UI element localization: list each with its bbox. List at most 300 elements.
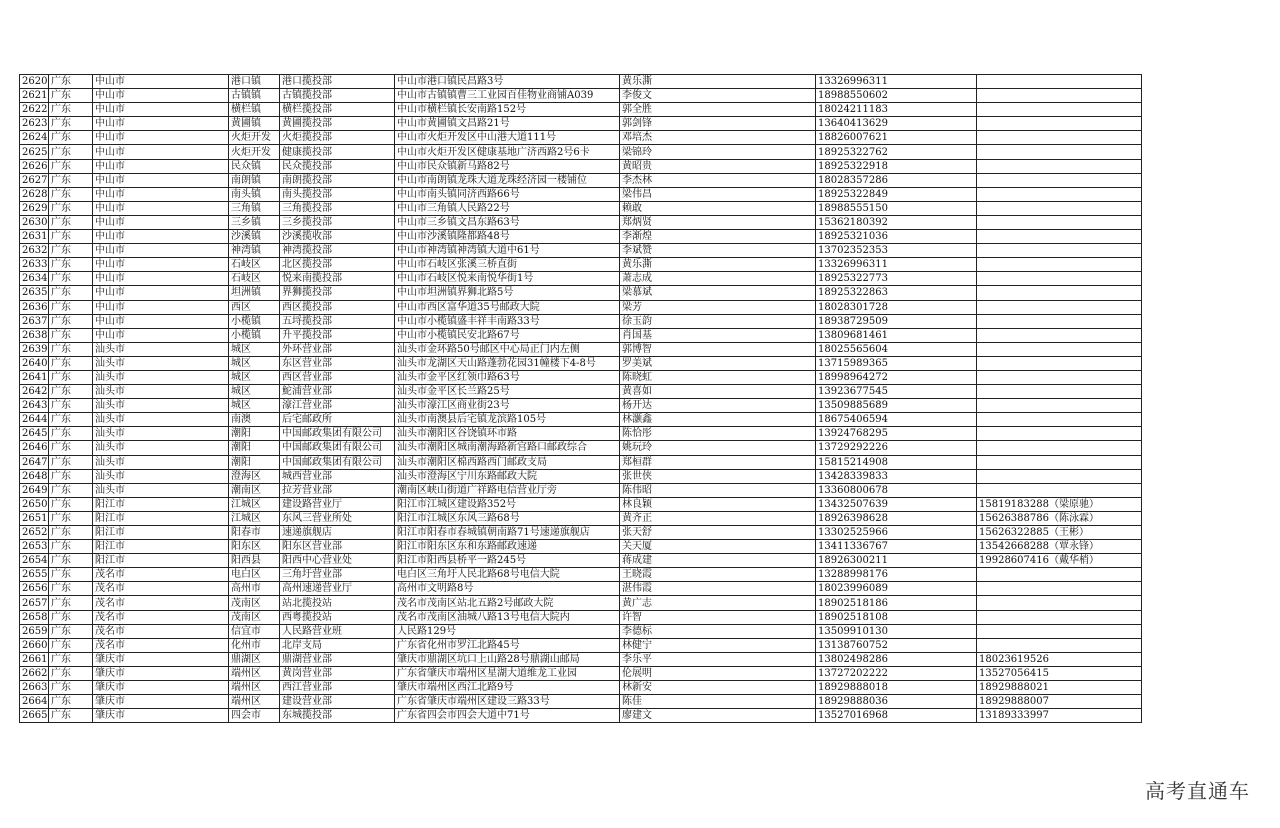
province-cell: 广东 bbox=[49, 666, 93, 680]
province-cell: 广东 bbox=[49, 230, 93, 244]
province-cell: 广东 bbox=[49, 145, 93, 159]
row-number-cell: 2663 bbox=[20, 681, 49, 695]
row-number-cell: 2647 bbox=[20, 455, 49, 469]
row-number-cell: 2632 bbox=[20, 244, 49, 258]
table-row bbox=[20, 385, 1142, 399]
branch-name-cell: 古镇揽投部 bbox=[280, 89, 395, 103]
address-cell: 中山市小榄镇民安北路67号 bbox=[395, 328, 620, 342]
phone-cell: 18028301728 bbox=[816, 300, 977, 314]
district-cell: 西区 bbox=[229, 300, 280, 314]
contact-name-cell: 李乐平 bbox=[620, 652, 816, 666]
city-cell: 汕头市 bbox=[93, 356, 229, 370]
contact-name-cell: 李俊文 bbox=[620, 89, 816, 103]
alt-phone-cell bbox=[977, 427, 1142, 441]
row-number-cell: 2636 bbox=[20, 300, 49, 314]
branch-name-cell: 城西营业部 bbox=[280, 469, 395, 483]
phone-cell: 18028357286 bbox=[816, 173, 977, 187]
phone-cell: 18925322773 bbox=[816, 272, 977, 286]
table-row bbox=[20, 483, 1142, 497]
alt-phone-cell bbox=[977, 455, 1142, 469]
contact-name-cell: 李德标 bbox=[620, 624, 816, 638]
contact-name-cell: 伦展明 bbox=[620, 666, 816, 680]
district-cell: 港口镇 bbox=[229, 75, 280, 89]
contact-name-cell: 林良颖 bbox=[620, 497, 816, 511]
alt-phone-cell bbox=[977, 483, 1142, 497]
address-cell: 茂名市茂南区油城八路13号电信大院内 bbox=[395, 610, 620, 624]
contact-name-cell: 陈恰彤 bbox=[620, 427, 816, 441]
table-row bbox=[20, 370, 1142, 384]
alt-phone-cell: 18929888007 bbox=[977, 695, 1142, 709]
city-cell: 茂名市 bbox=[93, 624, 229, 638]
alt-phone-cell bbox=[977, 159, 1142, 173]
branch-name-cell: 后宅邮政所 bbox=[280, 413, 395, 427]
contact-name-cell: 林灏鑫 bbox=[620, 413, 816, 427]
alt-phone-cell bbox=[977, 399, 1142, 413]
province-cell: 广东 bbox=[49, 356, 93, 370]
contact-name-cell: 赖敢 bbox=[620, 201, 816, 215]
address-cell: 中山市古镇镇曹三工业园百佳物业商铺A039 bbox=[395, 89, 620, 103]
city-cell: 汕头市 bbox=[93, 441, 229, 455]
contact-name-cell: 郑桓群 bbox=[620, 455, 816, 469]
city-cell: 茂名市 bbox=[93, 582, 229, 596]
district-cell: 城区 bbox=[229, 385, 280, 399]
district-cell: 潮阳 bbox=[229, 441, 280, 455]
table-row bbox=[20, 469, 1142, 483]
contact-name-cell: 罗美斌 bbox=[620, 356, 816, 370]
row-number-cell: 2665 bbox=[20, 709, 49, 723]
province-cell: 广东 bbox=[49, 526, 93, 540]
province-cell: 广东 bbox=[49, 103, 93, 117]
branch-name-cell: 站北揽投站 bbox=[280, 596, 395, 610]
phone-cell: 13302525966 bbox=[816, 526, 977, 540]
contact-name-cell: 李斌赞 bbox=[620, 244, 816, 258]
alt-phone-cell bbox=[977, 441, 1142, 455]
phone-cell: 13727202222 bbox=[816, 666, 977, 680]
city-cell: 中山市 bbox=[93, 258, 229, 272]
table-row bbox=[20, 258, 1142, 272]
province-cell: 广东 bbox=[49, 342, 93, 356]
table-row bbox=[20, 709, 1142, 723]
branch-name-cell: 南朗揽投部 bbox=[280, 173, 395, 187]
district-cell: 石岐区 bbox=[229, 272, 280, 286]
phone-cell: 13360800678 bbox=[816, 483, 977, 497]
province-cell: 广东 bbox=[49, 695, 93, 709]
address-cell: 汕头市潮阳区城南潮海路新宫路口邮政综合 bbox=[395, 441, 620, 455]
city-cell: 中山市 bbox=[93, 103, 229, 117]
phone-cell: 18925322762 bbox=[816, 145, 977, 159]
address-cell: 汕头市金环路50号邮区中心局正门内左侧 bbox=[395, 342, 620, 356]
address-cell: 汕头市潮阳区棉西路西门邮政支局 bbox=[395, 455, 620, 469]
table-row bbox=[20, 272, 1142, 286]
address-cell: 阳江市江城区东风三路68号 bbox=[395, 511, 620, 525]
branch-name-cell: 黄岗营业部 bbox=[280, 666, 395, 680]
branch-name-cell: 横栏揽投部 bbox=[280, 103, 395, 117]
province-cell: 广东 bbox=[49, 455, 93, 469]
city-cell: 茂名市 bbox=[93, 638, 229, 652]
city-cell: 阳江市 bbox=[93, 526, 229, 540]
province-cell: 广东 bbox=[49, 286, 93, 300]
district-cell: 阳东区 bbox=[229, 540, 280, 554]
alt-phone-cell: 13189333997 bbox=[977, 709, 1142, 723]
district-cell: 三乡镇 bbox=[229, 215, 280, 229]
province-cell: 广东 bbox=[49, 540, 93, 554]
province-cell: 广东 bbox=[49, 215, 93, 229]
contact-name-cell: 黄喜如 bbox=[620, 385, 816, 399]
table-row bbox=[20, 568, 1142, 582]
city-cell: 中山市 bbox=[93, 300, 229, 314]
district-cell: 城区 bbox=[229, 370, 280, 384]
city-cell: 中山市 bbox=[93, 314, 229, 328]
address-cell: 中山市火炬开发区中山港大道111号 bbox=[395, 131, 620, 145]
table-row bbox=[20, 413, 1142, 427]
city-cell: 中山市 bbox=[93, 244, 229, 258]
province-cell: 广东 bbox=[49, 652, 93, 666]
alt-phone-cell bbox=[977, 596, 1142, 610]
table-row bbox=[20, 427, 1142, 441]
row-number-cell: 2660 bbox=[20, 638, 49, 652]
province-cell: 广东 bbox=[49, 244, 93, 258]
alt-phone-cell bbox=[977, 89, 1142, 103]
alt-phone-cell bbox=[977, 272, 1142, 286]
address-cell: 肇庆市鼎湖区坑口上山路28号鼎湖山邮局 bbox=[395, 652, 620, 666]
row-number-cell: 2620 bbox=[20, 75, 49, 89]
phone-cell: 13924768295 bbox=[816, 427, 977, 441]
district-cell: 阳西县 bbox=[229, 554, 280, 568]
alt-phone-cell: 15626388786（陈泳霖） bbox=[977, 511, 1142, 525]
district-cell: 石岐区 bbox=[229, 258, 280, 272]
branch-name-cell: 界狮揽投部 bbox=[280, 286, 395, 300]
province-cell: 广东 bbox=[49, 328, 93, 342]
city-cell: 汕头市 bbox=[93, 399, 229, 413]
district-cell: 小榄镇 bbox=[229, 328, 280, 342]
district-cell: 南朗镇 bbox=[229, 173, 280, 187]
city-cell: 汕头市 bbox=[93, 427, 229, 441]
table-row bbox=[20, 159, 1142, 173]
watermark-text: 高考直通车 bbox=[1145, 779, 1250, 803]
alt-phone-cell bbox=[977, 356, 1142, 370]
alt-phone-cell bbox=[977, 75, 1142, 89]
province-cell: 广东 bbox=[49, 511, 93, 525]
province-cell: 广东 bbox=[49, 370, 93, 384]
district-cell: 小榄镇 bbox=[229, 314, 280, 328]
branch-name-cell: 鼎湖营业部 bbox=[280, 652, 395, 666]
row-number-cell: 2630 bbox=[20, 215, 49, 229]
phone-cell: 18988555150 bbox=[816, 201, 977, 215]
phone-cell: 13509885689 bbox=[816, 399, 977, 413]
address-cell: 汕头市金平区红领巾路63号 bbox=[395, 370, 620, 384]
alt-phone-cell bbox=[977, 145, 1142, 159]
alt-phone-cell bbox=[977, 469, 1142, 483]
alt-phone-cell bbox=[977, 173, 1142, 187]
branch-name-cell: 火炬揽投部 bbox=[280, 131, 395, 145]
city-cell: 中山市 bbox=[93, 272, 229, 286]
city-cell: 汕头市 bbox=[93, 455, 229, 469]
province-cell: 广东 bbox=[49, 638, 93, 652]
row-number-cell: 2629 bbox=[20, 201, 49, 215]
phone-cell: 13432507639 bbox=[816, 497, 977, 511]
address-cell: 中山市南朗镇龙珠大道龙珠经济园一楼铺位 bbox=[395, 173, 620, 187]
table-body bbox=[20, 75, 1142, 723]
branch-name-cell: 人民路营业班 bbox=[280, 624, 395, 638]
address-cell: 人民路129号 bbox=[395, 624, 620, 638]
branch-name-cell: 港口揽投部 bbox=[280, 75, 395, 89]
row-number-cell: 2646 bbox=[20, 441, 49, 455]
address-cell: 肇庆市端州区西江北路9号 bbox=[395, 681, 620, 695]
alt-phone-cell: 13527056415 bbox=[977, 666, 1142, 680]
contact-name-cell: 梁芳 bbox=[620, 300, 816, 314]
district-cell: 古镇镇 bbox=[229, 89, 280, 103]
table-row bbox=[20, 681, 1142, 695]
address-cell: 广东省四会市四会大道中71号 bbox=[395, 709, 620, 723]
address-cell: 广东省化州市罗江北路45号 bbox=[395, 638, 620, 652]
row-number-cell: 2653 bbox=[20, 540, 49, 554]
row-number-cell: 2649 bbox=[20, 483, 49, 497]
district-cell: 城区 bbox=[229, 356, 280, 370]
city-cell: 肇庆市 bbox=[93, 666, 229, 680]
branch-name-cell: 黄圃揽投部 bbox=[280, 117, 395, 131]
district-cell: 阳春市 bbox=[229, 526, 280, 540]
branch-name-cell: 濠江营业部 bbox=[280, 399, 395, 413]
phone-cell: 18925322918 bbox=[816, 159, 977, 173]
phone-cell: 13715989365 bbox=[816, 356, 977, 370]
address-cell: 汕头市龙湖区天山路蓬勃花园31幢楼下4-8号 bbox=[395, 356, 620, 370]
province-cell: 广东 bbox=[49, 385, 93, 399]
province-cell: 广东 bbox=[49, 75, 93, 89]
city-cell: 中山市 bbox=[93, 201, 229, 215]
phone-cell: 18023996089 bbox=[816, 582, 977, 596]
city-cell: 中山市 bbox=[93, 117, 229, 131]
contact-name-cell: 梁伟昌 bbox=[620, 187, 816, 201]
address-cell: 电白区三角圩人民北路68号电信大院 bbox=[395, 568, 620, 582]
province-cell: 广东 bbox=[49, 399, 93, 413]
table-row bbox=[20, 596, 1142, 610]
row-number-cell: 2626 bbox=[20, 159, 49, 173]
phone-cell: 13640413629 bbox=[816, 117, 977, 131]
province-cell: 广东 bbox=[49, 272, 93, 286]
contact-name-cell: 陈晓虹 bbox=[620, 370, 816, 384]
city-cell: 肇庆市 bbox=[93, 681, 229, 695]
contact-name-cell: 李杰林 bbox=[620, 173, 816, 187]
phone-cell: 18826007621 bbox=[816, 131, 977, 145]
district-cell: 民众镇 bbox=[229, 159, 280, 173]
province-cell: 广东 bbox=[49, 624, 93, 638]
district-cell: 沙溪镇 bbox=[229, 230, 280, 244]
table-row bbox=[20, 610, 1142, 624]
row-number-cell: 2634 bbox=[20, 272, 49, 286]
address-cell: 汕头市南澳县后宅镇龙滨路105号 bbox=[395, 413, 620, 427]
branch-name-cell: 西区揽投部 bbox=[280, 300, 395, 314]
address-cell: 中山市南头镇同济西路66号 bbox=[395, 187, 620, 201]
branch-name-cell: 拉芳营业部 bbox=[280, 483, 395, 497]
table-row bbox=[20, 342, 1142, 356]
phone-cell: 18988550602 bbox=[816, 89, 977, 103]
table-row bbox=[20, 75, 1142, 89]
alt-phone-cell bbox=[977, 215, 1142, 229]
branch-name-cell: 南头揽投部 bbox=[280, 187, 395, 201]
branch-name-cell: 五埒揽投部 bbox=[280, 314, 395, 328]
district-cell: 神湾镇 bbox=[229, 244, 280, 258]
row-number-cell: 2644 bbox=[20, 413, 49, 427]
province-cell: 广东 bbox=[49, 483, 93, 497]
city-cell: 肇庆市 bbox=[93, 709, 229, 723]
alt-phone-cell bbox=[977, 187, 1142, 201]
alt-phone-cell bbox=[977, 610, 1142, 624]
address-cell: 汕头市潮阳区谷饶镇环市路 bbox=[395, 427, 620, 441]
address-cell: 中山市坦洲镇界狮北路5号 bbox=[395, 286, 620, 300]
address-cell: 中山市三角镇人民路22号 bbox=[395, 201, 620, 215]
address-cell: 汕头市澄海区宁川东路邮政大院 bbox=[395, 469, 620, 483]
row-number-cell: 2645 bbox=[20, 427, 49, 441]
address-cell: 中山市横栏镇长安南路152号 bbox=[395, 103, 620, 117]
address-cell: 潮南区峡山街道广祥路电信营业厅旁 bbox=[395, 483, 620, 497]
table-row bbox=[20, 173, 1142, 187]
branch-name-cell: 中国邮政集团有限公司 bbox=[280, 441, 395, 455]
row-number-cell: 2622 bbox=[20, 103, 49, 117]
branch-name-cell: 中国邮政集团有限公司 bbox=[280, 455, 395, 469]
branch-name-cell: 悦来南揽投部 bbox=[280, 272, 395, 286]
city-cell: 肇庆市 bbox=[93, 695, 229, 709]
address-cell: 阳江市阳春市春城镇朝南路71号速递旗舰店 bbox=[395, 526, 620, 540]
phone-cell: 13809681461 bbox=[816, 328, 977, 342]
contact-name-cell: 邓培杰 bbox=[620, 131, 816, 145]
province-cell: 广东 bbox=[49, 568, 93, 582]
table-row bbox=[20, 455, 1142, 469]
alt-phone-cell bbox=[977, 314, 1142, 328]
alt-phone-cell bbox=[977, 230, 1142, 244]
address-cell: 中山市三乡镇文昌东路63号 bbox=[395, 215, 620, 229]
contact-name-cell: 陈佳 bbox=[620, 695, 816, 709]
alt-phone-cell: 19928607416（戴华梢） bbox=[977, 554, 1142, 568]
address-cell: 中山市西区富华道35号邮政大院 bbox=[395, 300, 620, 314]
phone-cell: 18925322863 bbox=[816, 286, 977, 300]
contact-name-cell: 肖国基 bbox=[620, 328, 816, 342]
table-row bbox=[20, 103, 1142, 117]
province-cell: 广东 bbox=[49, 497, 93, 511]
contact-name-cell: 郭剑锋 bbox=[620, 117, 816, 131]
alt-phone-cell bbox=[977, 300, 1142, 314]
table-row bbox=[20, 695, 1142, 709]
address-cell: 中山市黄圃镇文昌路21号 bbox=[395, 117, 620, 131]
district-cell: 横栏镇 bbox=[229, 103, 280, 117]
branch-name-cell: 北岸支局 bbox=[280, 638, 395, 652]
province-cell: 广东 bbox=[49, 173, 93, 187]
row-number-cell: 2625 bbox=[20, 145, 49, 159]
address-cell: 广东省肇庆市端州区星湖大道维龙工业园 bbox=[395, 666, 620, 680]
table-row bbox=[20, 145, 1142, 159]
city-cell: 中山市 bbox=[93, 230, 229, 244]
table-row bbox=[20, 356, 1142, 370]
district-cell: 澄海区 bbox=[229, 469, 280, 483]
phone-cell: 18929888036 bbox=[816, 695, 977, 709]
province-cell: 广东 bbox=[49, 201, 93, 215]
city-cell: 汕头市 bbox=[93, 483, 229, 497]
table-row bbox=[20, 230, 1142, 244]
table-row bbox=[20, 117, 1142, 131]
table-row bbox=[20, 554, 1142, 568]
alt-phone-cell bbox=[977, 413, 1142, 427]
row-number-cell: 2623 bbox=[20, 117, 49, 131]
alt-phone-cell bbox=[977, 103, 1142, 117]
row-number-cell: 2638 bbox=[20, 328, 49, 342]
branch-name-cell: 三乡揽投部 bbox=[280, 215, 395, 229]
city-cell: 阳江市 bbox=[93, 497, 229, 511]
row-number-cell: 2657 bbox=[20, 596, 49, 610]
province-cell: 广东 bbox=[49, 314, 93, 328]
phone-cell: 13138760752 bbox=[816, 638, 977, 652]
row-number-cell: 2664 bbox=[20, 695, 49, 709]
address-cell: 广东省肇庆市端州区建设三路33号 bbox=[395, 695, 620, 709]
phone-cell: 18938729509 bbox=[816, 314, 977, 328]
contact-name-cell: 李渐煌 bbox=[620, 230, 816, 244]
branch-name-cell: 外环营业部 bbox=[280, 342, 395, 356]
province-cell: 广东 bbox=[49, 554, 93, 568]
address-cell: 汕头市濠江区商业街23号 bbox=[395, 399, 620, 413]
alt-phone-cell: 15819183288（梁原驰） bbox=[977, 497, 1142, 511]
contact-name-cell: 湛伟霞 bbox=[620, 582, 816, 596]
contact-name-cell: 梁锦玲 bbox=[620, 145, 816, 159]
table-row bbox=[20, 540, 1142, 554]
province-cell: 广东 bbox=[49, 187, 93, 201]
branch-name-cell: 北区揽投部 bbox=[280, 258, 395, 272]
table-row bbox=[20, 652, 1142, 666]
alt-phone-cell bbox=[977, 638, 1142, 652]
row-number-cell: 2621 bbox=[20, 89, 49, 103]
city-cell: 阳江市 bbox=[93, 554, 229, 568]
table-row bbox=[20, 582, 1142, 596]
row-number-cell: 2635 bbox=[20, 286, 49, 300]
contact-name-cell: 林新安 bbox=[620, 681, 816, 695]
branch-name-cell: 西江营业部 bbox=[280, 681, 395, 695]
row-number-cell: 2643 bbox=[20, 399, 49, 413]
city-cell: 中山市 bbox=[93, 89, 229, 103]
contact-name-cell: 林健宁 bbox=[620, 638, 816, 652]
district-cell: 信宜市 bbox=[229, 624, 280, 638]
contact-name-cell: 徐玉韵 bbox=[620, 314, 816, 328]
city-cell: 中山市 bbox=[93, 215, 229, 229]
contact-name-cell: 萧志成 bbox=[620, 272, 816, 286]
contact-name-cell: 姚玩玲 bbox=[620, 441, 816, 455]
district-cell: 黄圃镇 bbox=[229, 117, 280, 131]
table-row bbox=[20, 131, 1142, 145]
city-cell: 茂名市 bbox=[93, 596, 229, 610]
province-cell: 广东 bbox=[49, 300, 93, 314]
address-cell: 中山市神湾镇神湾镇大道中61号 bbox=[395, 244, 620, 258]
alt-phone-cell bbox=[977, 201, 1142, 215]
branch-name-cell: 阳东区营业部 bbox=[280, 540, 395, 554]
phone-cell: 18902518108 bbox=[816, 610, 977, 624]
branch-name-cell: 三角揽投部 bbox=[280, 201, 395, 215]
district-cell: 端州区 bbox=[229, 681, 280, 695]
phone-cell: 18902518186 bbox=[816, 596, 977, 610]
alt-phone-cell bbox=[977, 117, 1142, 131]
alt-phone-cell: 18023619526 bbox=[977, 652, 1142, 666]
phone-cell: 13802498286 bbox=[816, 652, 977, 666]
phone-cell: 15815214908 bbox=[816, 455, 977, 469]
branch-name-cell: 中国邮政集团有限公司 bbox=[280, 427, 395, 441]
address-cell: 阳江市阳东区东和东路邮政速递 bbox=[395, 540, 620, 554]
contact-name-cell: 许智 bbox=[620, 610, 816, 624]
row-number-cell: 2651 bbox=[20, 511, 49, 525]
row-number-cell: 2654 bbox=[20, 554, 49, 568]
branch-name-cell: 民众揽投部 bbox=[280, 159, 395, 173]
branch-name-cell: 东风三营业所处 bbox=[280, 511, 395, 525]
alt-phone-cell bbox=[977, 582, 1142, 596]
address-cell: 中山市石岐区悦来南悦华街1号 bbox=[395, 272, 620, 286]
branch-name-cell: 鮀浦营业部 bbox=[280, 385, 395, 399]
alt-phone-cell bbox=[977, 568, 1142, 582]
district-cell: 茂南区 bbox=[229, 596, 280, 610]
city-cell: 中山市 bbox=[93, 173, 229, 187]
